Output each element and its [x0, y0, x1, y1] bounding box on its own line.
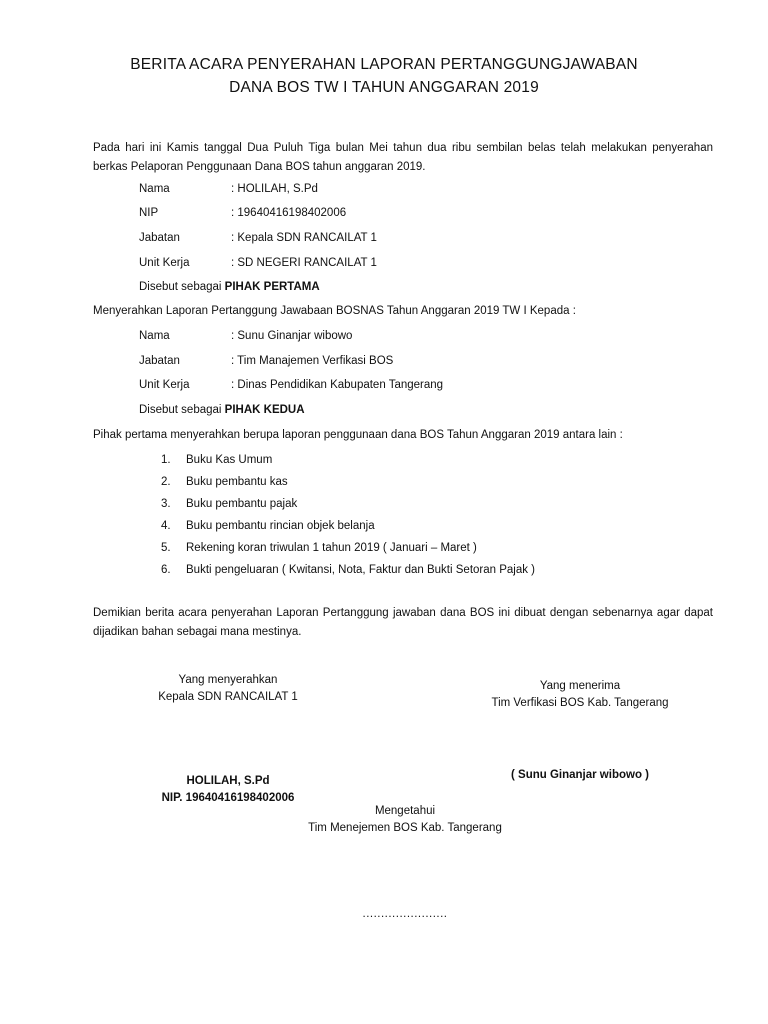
- party1-designation: [139, 278, 320, 296]
- list-number: 6.: [161, 564, 171, 576]
- field-value: : Tim Manajemen Verfikasi BOS: [231, 355, 394, 367]
- right-role1: Yang menerima: [539, 680, 621, 692]
- list-text: Buku pembantu kas: [186, 476, 288, 488]
- party1-nip-row: [139, 204, 346, 222]
- party2-name-row: [139, 327, 352, 345]
- right-signature-roles: [455, 678, 705, 712]
- right-signer-name: ( Sunu Ginanjar wibowo ): [511, 769, 649, 781]
- list-number: 1.: [161, 454, 171, 466]
- items-intro: Pihak pertama menyerahkan berupa laporan penggunaan dana BOS Tahun Anggaran 2019 antara lain :: [93, 429, 623, 441]
- field-label: Jabatan: [139, 355, 180, 367]
- document-title-line2: DANA BOS TW I TAHUN ANGGARAN 2019: [229, 79, 539, 96]
- list-text: Rekening koran triwulan 1 tahun 2019 ( Januari – Maret ): [186, 542, 477, 554]
- list-item: [161, 473, 288, 491]
- center-role2: Tim Menejemen BOS Kab. Tangerang: [308, 822, 502, 834]
- list-text: Buku Kas Umum: [186, 454, 273, 466]
- field-label: Jabatan: [139, 232, 180, 244]
- left-role2: Kepala SDN RANCAILAT 1: [158, 691, 298, 703]
- party2-designation: [139, 401, 305, 419]
- field-label: Nama: [139, 183, 170, 195]
- list-item: [161, 451, 272, 469]
- center-role1: Mengetahui: [374, 805, 436, 817]
- left-signer-name: HOLILAH, S.Pd: [186, 775, 270, 787]
- field-value: : Kepala SDN RANCAILAT 1: [231, 232, 377, 244]
- list-text: Buku pembantu pajak: [186, 498, 298, 510]
- handover-line: Menyerahkan Laporan Pertanggung Jawabaan BOSNAS Tahun Anggaran 2019 TW I Kepada :: [93, 305, 576, 317]
- document-title-line1: BERITA ACARA PENYERAHAN LAPORAN PERTANGGUNGJAWABAN: [130, 56, 638, 73]
- intro-paragraph: Pada hari ini Kamis tanggal Dua Puluh Tiga bulan Mei tahun dua ribu sembilan belas telah melakukan penyerahan berkas Pelaporan Penggunaan Dana BOS tahun anggaran 2019.: [93, 142, 713, 173]
- field-label: NIP: [139, 207, 159, 219]
- field-value: : SD NEGERI RANCAILAT 1: [231, 257, 377, 269]
- designation-prefix: Disebut sebagai: [139, 404, 225, 416]
- list-item: [161, 539, 477, 557]
- list-item: [161, 495, 297, 513]
- list-number: 4.: [161, 520, 171, 532]
- list-text: Bukti pengeluaran ( Kwitansi, Nota, Faktur dan Bukti Setoran Pajak ): [186, 564, 536, 576]
- left-signer-block: [128, 773, 328, 807]
- list-item: [161, 517, 375, 535]
- left-role1: Yang menyerahkan: [178, 674, 278, 686]
- field-label: Unit Kerja: [139, 257, 190, 269]
- party1-unit-row: [139, 254, 377, 272]
- list-text: Buku pembantu rincian objek belanja: [186, 520, 375, 532]
- designation-prefix: Disebut sebagai: [139, 281, 225, 293]
- center-signer-blank: .......................: [362, 908, 448, 920]
- list-item: [161, 561, 535, 579]
- list-number: 5.: [161, 542, 171, 554]
- field-value: : HOLILAH, S.Pd: [231, 183, 318, 195]
- party2-unit-row: [139, 376, 443, 394]
- party1-name-row: [139, 180, 318, 198]
- closing-paragraph: Demikian berita acara penyerahan Laporan Pertanggung jawaban dana BOS ini dibuat dengan sebenarnya agar dapat dijadikan bahan sebagai mana mestinya.: [93, 607, 713, 638]
- pihak-kedua-label: PIHAK KEDUA: [224, 404, 305, 416]
- list-number: 3.: [161, 498, 171, 510]
- party2-jabatan-row: [139, 352, 393, 370]
- field-value: : Sunu Ginanjar wibowo: [231, 330, 353, 342]
- left-signature-roles: [128, 672, 328, 706]
- right-role2: Tim Verfikasi BOS Kab. Tangerang: [491, 697, 669, 709]
- field-value: : Dinas Pendidikan Kabupaten Tangerang: [231, 379, 444, 391]
- party1-jabatan-row: [139, 229, 377, 247]
- left-signer-nip: NIP. 19640416198402006: [161, 792, 295, 804]
- field-label: Unit Kerja: [139, 379, 190, 391]
- pihak-pertama-label: PIHAK PERTAMA: [224, 281, 320, 293]
- field-label: Nama: [139, 330, 170, 342]
- list-number: 2.: [161, 476, 171, 488]
- center-signature-roles: [280, 803, 530, 837]
- field-value: : 19640416198402006: [231, 207, 347, 219]
